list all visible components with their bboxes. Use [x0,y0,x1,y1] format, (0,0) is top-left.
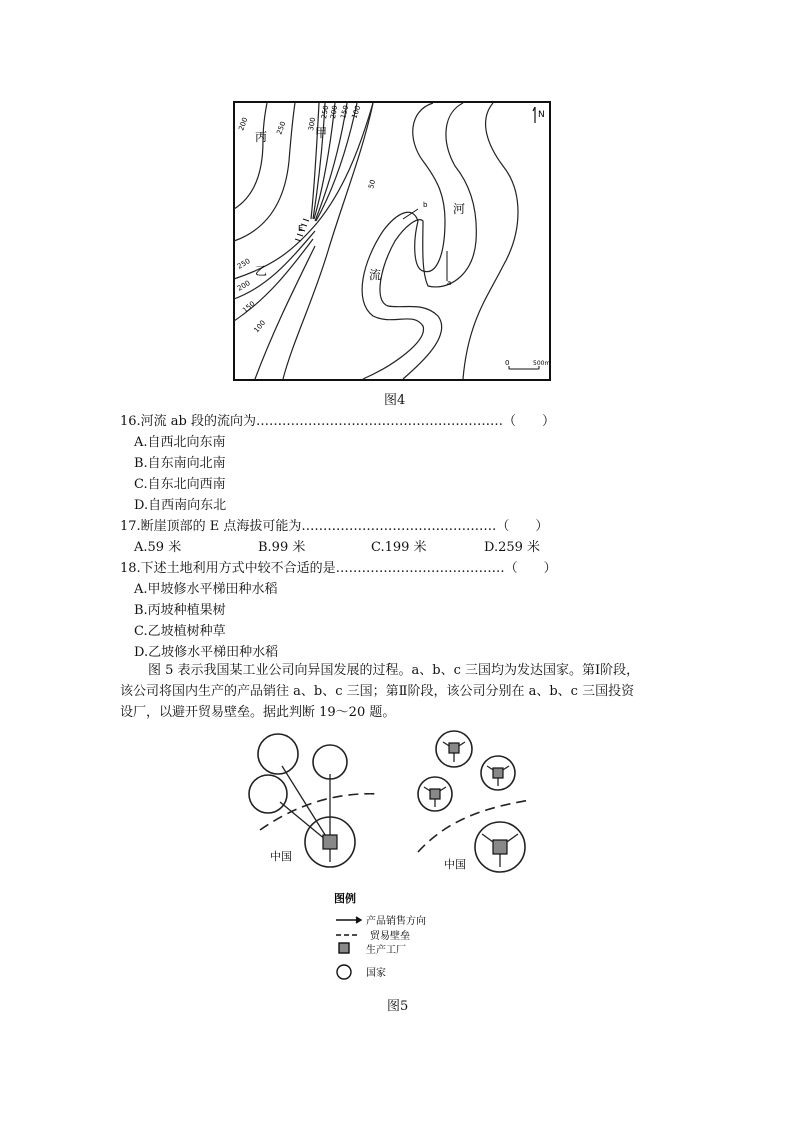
passage-line-1: 图 5 表示我国某工业公司向异国发展的过程。a、b、c 三国均为发达国家。第Ⅰ阶段， [148,663,640,678]
scale-label: 500m [533,360,551,367]
contour-250-left: 250 [236,257,252,271]
label-E: E [298,224,304,233]
question-18-option-b: B.丙坡种植果树 [134,603,226,618]
label-liu: 流 [369,268,382,282]
passage-line-2: 该公司将国内生产的产品销往 a、b、c 三国；第Ⅱ阶段，该公司分别在 a、b、c 三国投资 [120,684,635,699]
country-circle [258,734,298,774]
label-jia: 甲 [315,126,328,140]
figure-5-caption: 图5 [387,999,409,1014]
question-18-option-a: A.甲坡修水平梯田种水稻 [134,582,278,597]
factory-icon [449,743,459,753]
china-label-right: 中国 [444,858,466,871]
figure-4-caption: 图4 [384,393,406,408]
label-b: b [423,201,428,209]
label-a: a [447,279,452,287]
contour-200-left: 200 [236,279,252,293]
label-he: 河 [453,202,466,216]
question-18-option-d: D.乙坡修水平梯田种水稻 [134,645,279,660]
legend-trade-barrier: 贸易壁垒 [370,931,410,942]
contour-250-b: 250 [320,104,331,120]
north-label: N [538,110,545,120]
legend-factory: 生产工厂 [366,945,406,956]
legend-title: 图例 [334,892,356,905]
contour-300: 300 [307,116,318,132]
label-bing: 丙 [255,130,268,144]
country-circle [313,745,347,779]
contour-100-left: 100 [252,318,268,335]
contour-150-left: 150 [241,299,257,315]
question-17-stem: 17.断崖顶部的 E 点海拔可能为………………………………………（ ） [120,519,549,534]
legend-country: 国家 [366,968,386,979]
question-16-option-d: D.自西南向东北 [134,498,227,513]
country-circle [249,775,287,813]
label-yi: 乙 [255,264,268,278]
scale-zero: 0 [505,359,510,367]
question-16-option-c: C.自东北向西南 [134,477,226,492]
contour-100-a: 100 [350,104,363,120]
question-16-option-b: B.自东南向北南 [134,456,226,471]
factory-icon [493,768,503,778]
passage-line-3: 设厂，以避开贸易壁垒。据此判断 19～20 题。 [120,705,396,720]
legend-sales-direction: 产品销售方向 [366,916,426,927]
factory-icon [323,835,337,849]
question-16-stem: 16.河流 ab 段的流向为…………………………………………………（ ） [120,414,556,429]
china-label-left: 中国 [270,850,292,863]
figure-5-diagram [230,722,570,990]
contour-200-top: 200 [237,116,250,132]
contour-200-b: 200 [329,104,340,120]
question-17-option-a: A.59 米 [134,540,182,555]
question-17-option-d: D.259 米 [484,540,541,555]
factory-icon [430,789,440,799]
contour-50: 50 [367,178,378,190]
question-17-option-b: B.99 米 [258,540,306,555]
factory-icon [493,840,507,854]
question-18-stem: 18.下述土地利用方式中较不合适的是…………………………………（ ） [120,561,557,576]
contour-150-a: 150 [339,104,351,120]
question-17-option-c: C.199 米 [371,540,427,555]
figure-4-contour-map [233,101,551,381]
question-16-option-a: A.自西北向东南 [134,435,226,450]
contour-250-top: 250 [275,120,288,136]
question-18-option-c: C.乙坡植树种草 [134,624,226,639]
